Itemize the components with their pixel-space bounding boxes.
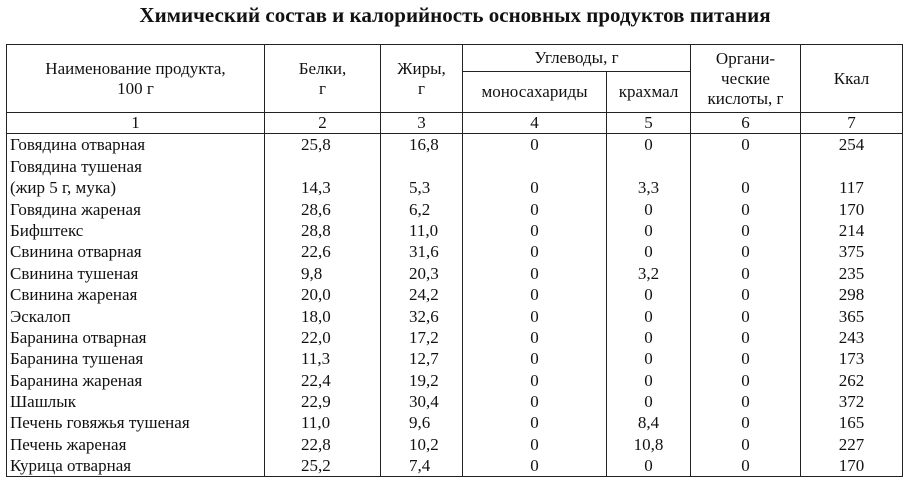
cell-organic-acids: 0 [691, 327, 801, 348]
cell-protein: 20,0 [265, 284, 381, 305]
cell-starch: 3,2 [607, 262, 691, 283]
cell-fat: 32,6 [381, 305, 463, 326]
cell-protein: 22,9 [265, 391, 381, 412]
cell-kcal [801, 155, 903, 176]
header-acids-line3: кислоты, г [707, 88, 784, 108]
cell-organic-acids: 0 [691, 241, 801, 262]
table-row [7, 412, 903, 433]
cell-starch: 0 [607, 391, 691, 412]
cell-product-name: Баранина отварная [7, 327, 265, 348]
header-product-name [7, 45, 265, 113]
cell-protein [265, 155, 381, 176]
cell-monosaccharides: 0 [463, 134, 607, 156]
cell-kcal: 170 [801, 198, 903, 219]
cell-product-name: Шашлык [7, 391, 265, 412]
cell-protein: 22,4 [265, 369, 381, 390]
cell-monosaccharides: 0 [463, 262, 607, 283]
cell-kcal: 235 [801, 262, 903, 283]
cell-fat: 24,2 [381, 284, 463, 305]
cell-fat: 7,4 [381, 455, 463, 477]
cell-fat [381, 155, 463, 176]
column-number: 7 [801, 113, 903, 134]
cell-product-name: Говядина жареная [7, 198, 265, 219]
cell-protein: 11,3 [265, 348, 381, 369]
cell-kcal: 227 [801, 433, 903, 454]
header-protein-line2: г [319, 78, 326, 98]
header-starch: крахмал [607, 72, 691, 113]
cell-organic-acids [691, 155, 801, 176]
cell-starch: 0 [607, 284, 691, 305]
cell-fat: 5,3 [381, 177, 463, 198]
table-row [7, 327, 903, 348]
table-row [7, 433, 903, 454]
cell-fat: 16,8 [381, 134, 463, 156]
cell-protein: 22,6 [265, 241, 381, 262]
cell-protein: 9,8 [265, 262, 381, 283]
cell-monosaccharides: 0 [463, 284, 607, 305]
cell-starch: 0 [607, 327, 691, 348]
table-row [7, 455, 903, 477]
cell-product-name: Свинина отварная [7, 241, 265, 262]
column-number: 1 [7, 113, 265, 134]
cell-fat: 31,6 [381, 241, 463, 262]
cell-protein: 14,3 [265, 177, 381, 198]
cell-organic-acids: 0 [691, 284, 801, 305]
cell-fat: 12,7 [381, 348, 463, 369]
cell-product-name: Печень говяжья тушеная [7, 412, 265, 433]
cell-protein: 25,8 [265, 134, 381, 156]
header-monosaccharides: моносахариды [463, 72, 607, 113]
cell-kcal: 214 [801, 220, 903, 241]
cell-starch: 0 [607, 241, 691, 262]
column-number: 3 [381, 113, 463, 134]
table-row [7, 391, 903, 412]
cell-product-name: Курица отварная [7, 455, 265, 477]
cell-starch: 0 [607, 305, 691, 326]
cell-fat: 19,2 [381, 369, 463, 390]
cell-organic-acids: 0 [691, 391, 801, 412]
header-product-name-line1: Наименование продукта, [45, 58, 226, 78]
cell-starch: 0 [607, 348, 691, 369]
cell-kcal: 165 [801, 412, 903, 433]
table-row [7, 369, 903, 390]
cell-starch: 0 [607, 455, 691, 477]
cell-organic-acids: 0 [691, 305, 801, 326]
cell-kcal: 372 [801, 391, 903, 412]
cell-organic-acids: 0 [691, 369, 801, 390]
cell-monosaccharides: 0 [463, 369, 607, 390]
cell-kcal: 365 [801, 305, 903, 326]
table-body [7, 134, 903, 477]
cell-fat: 20,3 [381, 262, 463, 283]
cell-organic-acids: 0 [691, 262, 801, 283]
cell-product-name: Баранина тушеная [7, 348, 265, 369]
cell-monosaccharides [463, 155, 607, 176]
cell-fat: 9,6 [381, 412, 463, 433]
cell-kcal: 262 [801, 369, 903, 390]
header-carbs-group: Углеводы, г [463, 45, 691, 72]
cell-monosaccharides: 0 [463, 391, 607, 412]
header-fat-line1: Жиры, [397, 58, 446, 78]
table-row [7, 134, 903, 156]
cell-product-name: Говядина отварная [7, 134, 265, 156]
cell-fat: 17,2 [381, 327, 463, 348]
table-row [7, 262, 903, 283]
page-title: Химический состав и калорийность основных продуктов питания [139, 3, 771, 27]
cell-organic-acids: 0 [691, 134, 801, 156]
cell-organic-acids: 0 [691, 220, 801, 241]
cell-product-name: Баранина жареная [7, 369, 265, 390]
cell-organic-acids: 0 [691, 348, 801, 369]
nutrition-table [6, 44, 903, 477]
cell-kcal: 170 [801, 455, 903, 477]
header-product-name-line2: 100 г [117, 78, 154, 98]
cell-protein: 22,0 [265, 327, 381, 348]
table-row [7, 177, 903, 198]
cell-kcal: 254 [801, 134, 903, 156]
cell-organic-acids: 0 [691, 455, 801, 477]
header-kcal: Ккал [801, 45, 903, 113]
cell-starch: 0 [607, 369, 691, 390]
cell-starch: 10,8 [607, 433, 691, 454]
column-number: 2 [265, 113, 381, 134]
cell-protein: 28,6 [265, 198, 381, 219]
cell-kcal: 173 [801, 348, 903, 369]
cell-product-name: Бифштекс [7, 220, 265, 241]
cell-monosaccharides: 0 [463, 241, 607, 262]
cell-protein: 28,8 [265, 220, 381, 241]
cell-product-name: Эскалоп [7, 305, 265, 326]
cell-product-name: (жир 5 г, мука) [7, 177, 265, 198]
cell-starch: 0 [607, 220, 691, 241]
cell-protein: 25,2 [265, 455, 381, 477]
cell-monosaccharides: 0 [463, 433, 607, 454]
cell-fat: 6,2 [381, 198, 463, 219]
cell-organic-acids: 0 [691, 433, 801, 454]
cell-starch [607, 155, 691, 176]
cell-product-name: Печень жареная [7, 433, 265, 454]
cell-fat: 30,4 [381, 391, 463, 412]
table-row [7, 348, 903, 369]
cell-monosaccharides: 0 [463, 305, 607, 326]
cell-kcal: 243 [801, 327, 903, 348]
header-protein-line1: Белки, [298, 58, 347, 78]
cell-organic-acids: 0 [691, 177, 801, 198]
cell-monosaccharides: 0 [463, 198, 607, 219]
cell-kcal: 117 [801, 177, 903, 198]
cell-starch: 3,3 [607, 177, 691, 198]
cell-starch: 8,4 [607, 412, 691, 433]
column-number-row [7, 113, 903, 134]
table-row [7, 284, 903, 305]
cell-fat: 11,0 [381, 220, 463, 241]
table-row [7, 305, 903, 326]
table-row [7, 155, 903, 176]
cell-organic-acids: 0 [691, 198, 801, 219]
cell-protein: 22,8 [265, 433, 381, 454]
cell-monosaccharides: 0 [463, 220, 607, 241]
column-number: 5 [607, 113, 691, 134]
cell-product-name: Свинина тушеная [7, 262, 265, 283]
header-protein [265, 45, 381, 113]
header-fat [381, 45, 463, 113]
cell-monosaccharides: 0 [463, 455, 607, 477]
column-number: 4 [463, 113, 607, 134]
cell-starch: 0 [607, 134, 691, 156]
header-fat-line2: г [418, 78, 425, 98]
table-row [7, 198, 903, 219]
cell-fat: 10,2 [381, 433, 463, 454]
cell-kcal: 298 [801, 284, 903, 305]
cell-product-name: Свинина жареная [7, 284, 265, 305]
cell-kcal: 375 [801, 241, 903, 262]
cell-protein: 18,0 [265, 305, 381, 326]
table-row [7, 241, 903, 262]
header-acids-line2: ческие [721, 68, 770, 88]
cell-protein: 11,0 [265, 412, 381, 433]
cell-monosaccharides: 0 [463, 327, 607, 348]
cell-monosaccharides: 0 [463, 348, 607, 369]
table-row [7, 220, 903, 241]
column-number: 6 [691, 113, 801, 134]
header-organic-acids [691, 45, 801, 113]
cell-product-name: Говядина тушеная [7, 155, 265, 176]
header-acids-line1: Органи- [715, 48, 776, 68]
cell-starch: 0 [607, 198, 691, 219]
cell-monosaccharides: 0 [463, 412, 607, 433]
cell-organic-acids: 0 [691, 412, 801, 433]
cell-monosaccharides: 0 [463, 177, 607, 198]
